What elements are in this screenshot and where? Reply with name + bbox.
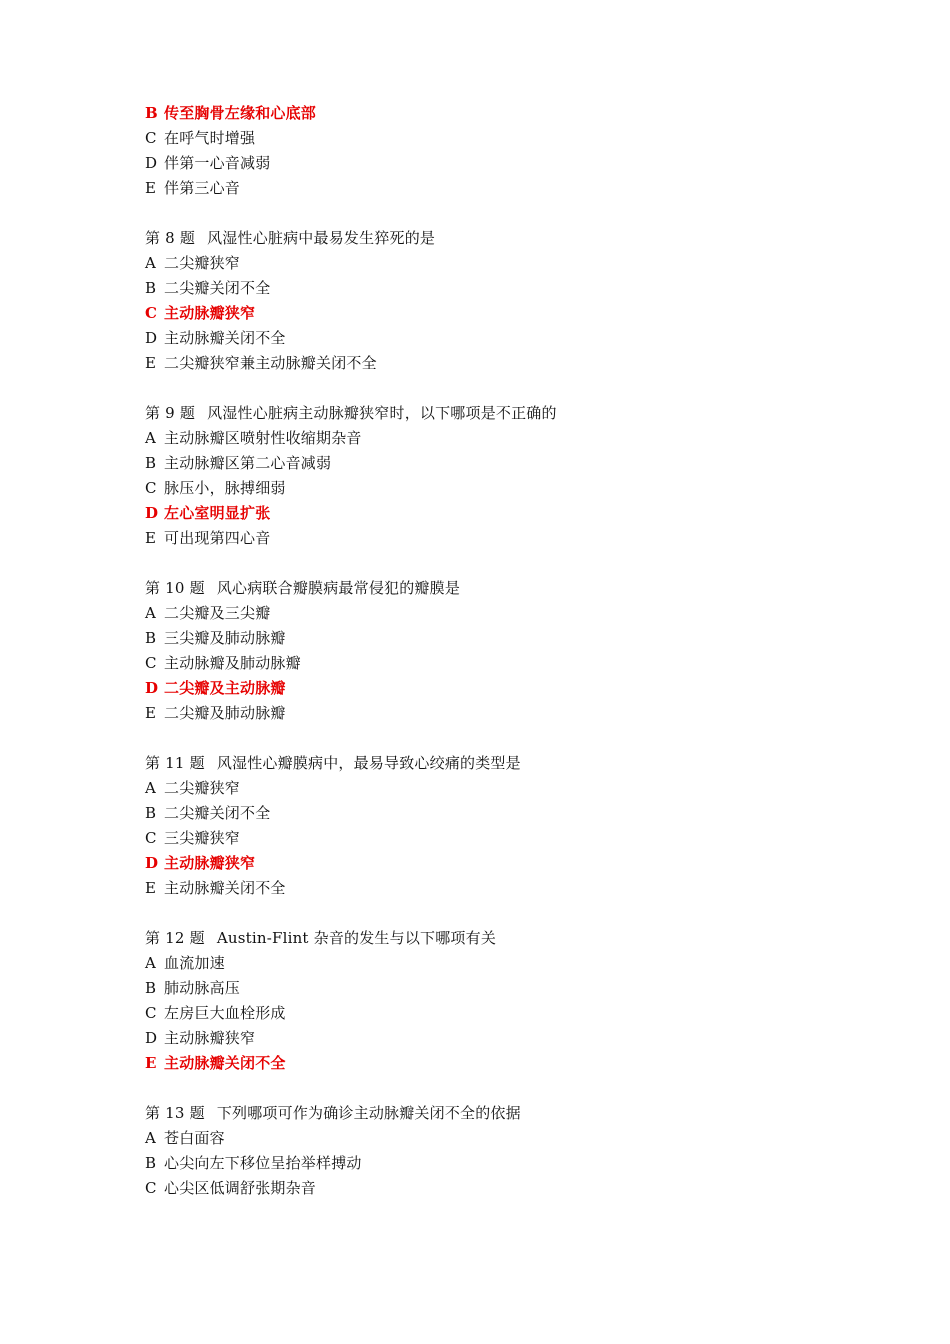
option-text: 主动脉瓣关闭不全 [164,329,286,347]
option-text: 主动脉瓣狭窄 [164,854,256,872]
option-text: 主动脉瓣关闭不全 [164,1054,286,1072]
question-title [145,226,845,251]
correct-answer-option [145,501,845,526]
option-letter: C [145,1179,157,1197]
option-letter: A [145,954,157,972]
answer-option [145,701,845,726]
option-text: 伴第三心音 [164,179,241,197]
option-text: 可出现第四心音 [164,529,271,547]
question-list [145,101,845,1201]
option-letter: D [145,679,159,697]
answer-option [145,951,845,976]
option-text: 三尖瓣狭窄 [164,829,241,847]
question-number: 第 13 题 [145,1104,205,1122]
spacer [145,726,845,751]
correct-answer-option [145,676,845,701]
answer-option [145,476,845,501]
option-text: 左房巨大血栓形成 [164,1004,286,1022]
option-text: 二尖瓣及肺动脉瓣 [164,704,286,722]
option-letter: B [145,1154,157,1172]
question-title [145,926,845,951]
option-text: 主动脉瓣狭窄 [164,1029,256,1047]
option-text: 主动脉瓣关闭不全 [164,879,286,897]
option-letter: C [145,654,157,672]
answer-option [145,651,845,676]
option-letter: B [145,104,158,122]
correct-answer-option [145,101,845,126]
answer-option [145,126,845,151]
question-number: 第 8 题 [145,229,196,247]
answer-option [145,1026,845,1051]
question-text: 风湿性心脏病主动脉瓣狭窄时，以下哪项是不正确的 [207,404,557,422]
option-text: 传至胸骨左缘和心底部 [164,104,317,122]
option-text: 心尖向左下移位呈抬举样搏动 [164,1154,362,1172]
answer-option [145,276,845,301]
answer-option [145,1126,845,1151]
question-text: 风心病联合瓣膜病最常侵犯的瓣膜是 [216,579,461,597]
option-text: 二尖瓣狭窄 [164,254,241,272]
option-letter: C [145,1004,157,1022]
question-text: Austin-Flint 杂音的发生与以下哪项有关 [216,929,497,947]
answer-option [145,776,845,801]
answer-option [145,326,845,351]
answer-option [145,1001,845,1026]
option-letter: B [145,804,157,822]
question-number: 第 9 题 [145,404,196,422]
question-title [145,401,845,426]
option-letter: D [145,154,158,172]
option-letter: A [145,254,157,272]
spacer [145,201,845,226]
answer-option [145,876,845,901]
question-number: 第 10 题 [145,579,205,597]
question-title [145,751,845,776]
option-letter: E [145,879,157,897]
spacer [145,376,845,401]
option-text: 左心室明显扩张 [164,504,271,522]
answer-option [145,826,845,851]
option-text: 二尖瓣及主动脉瓣 [164,679,286,697]
option-letter: E [145,354,157,372]
option-letter: E [145,1054,157,1072]
question-title [145,1101,845,1126]
option-text: 主动脉瓣区喷射性收缩期杂音 [164,429,362,447]
option-letter: D [145,504,159,522]
option-text: 二尖瓣关闭不全 [164,804,271,822]
question-title [145,576,845,601]
option-letter: E [145,529,157,547]
option-letter: C [145,479,157,497]
answer-option [145,426,845,451]
spacer [145,551,845,576]
option-text: 在呼气时增强 [164,129,256,147]
option-text: 二尖瓣关闭不全 [164,279,271,297]
answer-option [145,801,845,826]
option-letter: B [145,629,157,647]
option-text: 二尖瓣狭窄 [164,779,241,797]
answer-option [145,601,845,626]
answer-option [145,176,845,201]
option-letter: B [145,979,157,997]
option-text: 二尖瓣及三尖瓣 [164,604,271,622]
option-letter: E [145,179,157,197]
question-number: 第 12 题 [145,929,205,947]
question-text: 风湿性心瓣膜病中，最易导致心绞痛的类型是 [216,754,521,772]
question-number: 第 11 题 [145,754,205,772]
option-letter: C [145,129,157,147]
answer-option [145,251,845,276]
answer-option [145,976,845,1001]
option-text: 苍白面容 [164,1129,225,1147]
answer-option [145,351,845,376]
answer-option [145,526,845,551]
option-letter: A [145,779,157,797]
option-letter: A [145,604,157,622]
correct-answer-option [145,1051,845,1076]
answer-option [145,1176,845,1201]
option-letter: B [145,454,157,472]
option-text: 主动脉瓣区第二心音减弱 [164,454,332,472]
question-text: 风湿性心脏病中最易发生猝死的是 [207,229,436,247]
option-letter: A [145,1129,157,1147]
answer-option [145,626,845,651]
option-letter: E [145,704,157,722]
option-text: 三尖瓣及肺动脉瓣 [164,629,286,647]
option-letter: C [145,829,157,847]
option-letter: C [145,304,158,322]
option-letter: A [145,429,157,447]
answer-option [145,151,845,176]
option-text: 主动脉瓣狭窄 [164,304,256,322]
option-text: 心尖区低调舒张期杂音 [164,1179,317,1197]
option-letter: D [145,854,159,872]
option-text: 二尖瓣狭窄兼主动脉瓣关闭不全 [164,354,377,372]
option-text: 主动脉瓣及肺动脉瓣 [164,654,301,672]
option-text: 伴第一心音减弱 [164,154,271,172]
correct-answer-option [145,851,845,876]
option-text: 肺动脉高压 [164,979,241,997]
option-letter: D [145,329,158,347]
answer-option [145,451,845,476]
spacer [145,1076,845,1101]
spacer [145,901,845,926]
option-letter: D [145,1029,158,1047]
option-text: 脉压小，脉搏细弱 [164,479,286,497]
answer-option [145,1151,845,1176]
correct-answer-option [145,301,845,326]
option-letter: B [145,279,157,297]
question-text: 下列哪项可作为确诊主动脉瓣关闭不全的依据 [216,1104,521,1122]
option-text: 血流加速 [164,954,225,972]
